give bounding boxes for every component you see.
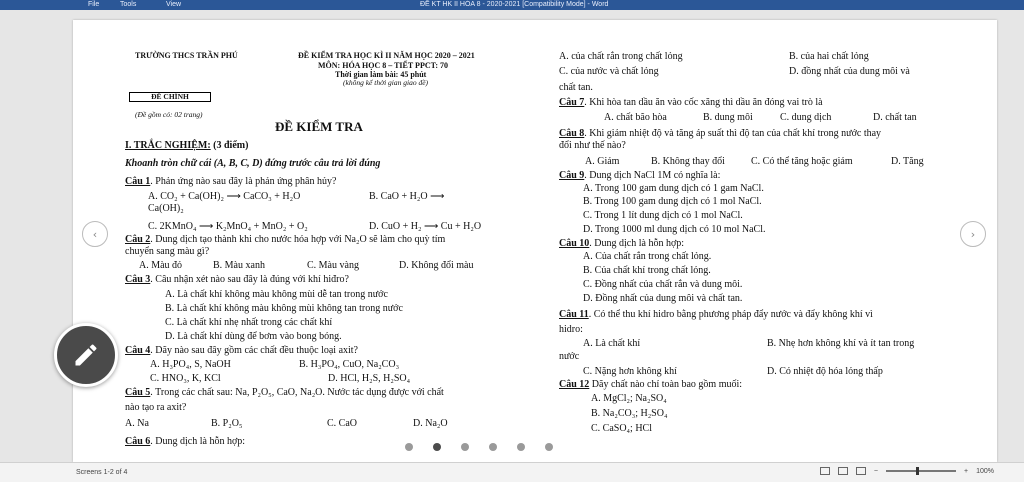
q5-option-a[interactable]: A. Na — [125, 418, 149, 429]
q3-label: Câu 3 — [125, 274, 151, 285]
exam-title: ĐỀ KIỂM TRA HỌC KÌ II NĂM HỌC 2020 – 2021 — [298, 51, 475, 60]
q5-text-cont: nào tạo ra axit? — [125, 402, 187, 413]
q2-label: Câu 2 — [125, 234, 151, 245]
page-indicator — [405, 443, 553, 451]
part1-instruction: Khoanh tròn chữ cái (A, B, C, D) đứng trước câu trả lời đúng — [125, 158, 381, 169]
q8-label: Câu 8 — [559, 128, 585, 139]
q12-option-b[interactable]: B. Na₂CO₃; H₂SO₄ — [591, 408, 668, 419]
chevron-left-icon: ‹ — [92, 227, 98, 241]
chevron-right-icon: › — [970, 227, 976, 241]
web-layout-icon[interactable] — [856, 467, 866, 475]
menu-file[interactable]: File — [88, 1, 100, 8]
q3-option-d[interactable]: D. Là chất khí dùng để bơm vào bong bóng. — [165, 331, 342, 342]
q3-text: . Câu nhận xét nào sau đây là đúng với khí hiđro? — [150, 274, 349, 285]
q9-option-d[interactable]: D. Trong 1000 ml dung dịch có 10 mol NaCl. — [583, 224, 766, 235]
main-title: ĐỀ KIỂM TRA — [275, 119, 363, 134]
q11-option-d[interactable]: D. Có nhiệt độ hóa lỏng thấp — [767, 366, 883, 377]
q1-label: Câu 1 — [125, 176, 151, 187]
q1-option-a[interactable]: A. CO₂ + Ca(OH)₂ ⟶ CaCO₃ + H₂O — [148, 191, 301, 202]
page-dot[interactable] — [405, 443, 413, 451]
q1-text: . Phản ứng nào sau đây là phản ứng phân hủy? — [150, 176, 337, 187]
zoom-thumb[interactable] — [916, 467, 919, 475]
q4-option-c[interactable]: C. HNO₃, K, KCl — [150, 373, 221, 384]
q8-option-d[interactable]: D. Tăng — [891, 156, 924, 167]
q8-option-a[interactable]: A. Giảm — [585, 156, 620, 167]
next-page-button[interactable] — [960, 221, 986, 247]
q9-label: Câu 9 — [559, 170, 585, 181]
q11-option-a[interactable]: A. Là chất khí — [583, 338, 641, 349]
q4-option-d[interactable]: D. HCl, H₂S, H₂SO₄ — [328, 373, 411, 384]
read-mode-icon[interactable] — [820, 467, 830, 475]
q10-option-b[interactable]: B. Của chất khí trong chất lỏng. — [583, 265, 711, 276]
page-dot[interactable] — [461, 443, 469, 451]
q5-option-c[interactable]: C. CaO — [327, 418, 357, 429]
q11-option-b-cont: nước — [559, 351, 580, 362]
page-dot[interactable] — [517, 443, 525, 451]
q11-text-cont: hidro: — [559, 324, 583, 335]
q2-text-cont: chuyển sang màu gì? — [125, 246, 210, 257]
title-bar — [0, 0, 1024, 10]
q1-option-c[interactable]: C. 2KMnO₄ ⟶ K₂MnO₄ + MnO₂ + O₂ — [148, 221, 308, 232]
q3-option-c[interactable]: C. Là chất khí nhẹ nhất trong các chất khí — [165, 317, 333, 328]
pencil-icon — [72, 341, 100, 369]
school-name: TRƯỜNG THCS TRẦN PHÚ — [135, 51, 238, 60]
q7-text: . Khi hòa tan dầu ăn vào cốc xăng thì dầu ăn đóng vai trò là — [584, 97, 823, 108]
q2-option-d[interactable]: D. Không đổi màu — [399, 260, 474, 271]
q5-text: . Trong các chất sau: Na, P₂O₅, CaO, Na₂O. Nước tác dụng được với chất — [150, 387, 444, 398]
q8-text-cont: đổi như thế nào? — [559, 140, 626, 151]
q6-option-c[interactable]: C. của nước và chất lỏng — [559, 66, 659, 77]
q6-text: . Dung dịch là hỗn hợp: — [150, 436, 246, 447]
q8-option-b[interactable]: B. Không thay đổi — [651, 156, 725, 167]
zoom-slider[interactable] — [886, 470, 956, 472]
window-title: ĐỀ KT HK II HÓA 8 - 2020-2021 [Compatibility Mode] - Word — [420, 1, 609, 8]
q6-option-d[interactable]: D. đồng nhất của dung môi và — [789, 66, 910, 77]
q11-label: Câu 11 — [559, 309, 589, 320]
q3-option-a[interactable]: A. Là chất khí không màu không mùi dễ tan trong nước — [165, 289, 388, 300]
q1-option-d[interactable]: D. CuO + H₂ ⟶ Cu + H₂O — [369, 221, 482, 232]
q9-option-a[interactable]: A. Trong 100 gam dung dịch có 1 gam NaCl. — [583, 183, 764, 194]
q6-option-d-cont: chất tan. — [559, 82, 593, 93]
part1-heading: I. TRẮC NGHIỆM: — [125, 140, 211, 151]
q5-label: Câu 5 — [125, 387, 151, 398]
q4-option-b[interactable]: B. H₃PO₄, CuO, Na₂CO₃ — [299, 359, 400, 370]
q6-option-a[interactable]: A. của chất rắn trong chất lỏng — [559, 51, 683, 62]
q4-text: . Dãy nào sau đây gồm các chất đều thuộc loại axit? — [150, 345, 358, 356]
zoom-out-icon[interactable]: − — [873, 467, 878, 475]
edit-button[interactable] — [54, 323, 118, 387]
q1-option-b[interactable]: B. CaO + H₂O ⟶ — [369, 191, 445, 202]
q4-option-a[interactable]: A. H₃PO₄, S, NaOH — [150, 359, 231, 370]
q1-option-b-cont: Ca(OH)₂ — [148, 203, 184, 214]
zoom-level: 100% — [976, 467, 994, 475]
exam-subject: MÔN: HÓA HỌC 8 – TIẾT PPCT: 70 — [318, 61, 449, 70]
q10-label: Câu 10 — [559, 238, 590, 249]
q9-text: . Dung dịch NaCl 1M có nghĩa là: — [584, 170, 721, 181]
print-layout-icon[interactable] — [838, 467, 848, 475]
q10-option-c[interactable]: C. Đồng nhất của chất rắn và dung môi. — [583, 279, 743, 290]
q2-option-c[interactable]: C. Màu vàng — [307, 260, 359, 271]
page-dot[interactable] — [489, 443, 497, 451]
screen-count: Screens 1-2 of 4 — [76, 469, 128, 476]
official-label: ĐỀ CHÍNH — [129, 92, 211, 102]
pages-note: (Đề gồm có: 02 trang) — [135, 110, 203, 119]
document-area — [0, 10, 1024, 462]
q12-label: Câu 12 — [559, 379, 590, 390]
q2-option-a[interactable]: A. Màu đỏ — [139, 260, 183, 271]
exam-time-note: (không kể thời gian giao đề) — [343, 78, 429, 87]
q2-text: . Dung dịch tạo thành khi cho nước hóa hợp với Na₂O sẽ làm cho quỳ tím — [150, 234, 446, 245]
q5-option-b[interactable]: B. P₂O₅ — [211, 418, 243, 429]
q11-text: . Có thể thu khí hidro bằng phương pháp đẩy nước và đẩy không khí vì — [588, 309, 873, 320]
q4-label: Câu 4 — [125, 345, 151, 356]
q7-option-d[interactable]: D. chất tan — [873, 112, 917, 123]
q11-option-c[interactable]: C. Nặng hơn không khí — [583, 366, 677, 377]
q6-option-b[interactable]: B. của hai chất lỏng — [789, 51, 869, 62]
menu-view[interactable]: View — [166, 1, 182, 8]
part1-points: (3 điểm) — [213, 140, 249, 151]
q8-text: . Khi giảm nhiệt độ và tăng áp suất thì độ tan của chất khí trong nước thay — [584, 128, 882, 139]
document-page — [73, 20, 997, 462]
q11-option-b[interactable]: B. Nhẹ hơn không khí và ít tan trong — [767, 338, 915, 349]
page-dot[interactable] — [545, 443, 553, 451]
page-dot[interactable] — [433, 443, 441, 451]
q5-option-d[interactable]: D. Na₂O — [413, 418, 448, 429]
q8-option-c[interactable]: C. Có thể tăng hoặc giảm — [751, 156, 853, 167]
zoom-in-icon[interactable]: + — [964, 467, 969, 475]
prev-page-button[interactable] — [82, 221, 108, 247]
q12-option-a[interactable]: A. MgCl₂; Na₂SO₄ — [591, 393, 667, 404]
q9-option-c[interactable]: C. Trong 1 lít dung dịch có 1 mol NaCl. — [583, 210, 743, 221]
exam-time: Thời gian làm bài: 45 phút — [335, 70, 427, 79]
q10-option-d[interactable]: D. Đồng nhất của dung môi và chất tan. — [583, 293, 743, 304]
q10-option-a[interactable]: A. Của chất rắn trong chất lỏng. — [583, 251, 712, 262]
q12-text: Dãy chất nào chỉ toàn bao gồm muối: — [589, 379, 743, 390]
q9-option-b[interactable]: B. Trong 100 gam dung dịch có 1 mol NaCl. — [583, 196, 762, 207]
q7-option-a[interactable]: A. chất bão hòa — [604, 112, 667, 123]
q2-option-b[interactable]: B. Màu xanh — [213, 260, 265, 271]
q7-option-b[interactable]: B. dung môi — [703, 112, 753, 123]
status-bar — [0, 462, 1024, 482]
q3-option-b[interactable]: B. Là chất khí không màu không mùi không tan trong nước — [165, 303, 403, 314]
q7-option-c[interactable]: C. dung dịch — [780, 112, 832, 123]
q6-label: Câu 6 — [125, 436, 151, 447]
q12-option-c[interactable]: C. CaSO₄; HCl — [591, 423, 652, 434]
q7-label: Câu 7 — [559, 97, 585, 108]
q10-text: . Dung dịch là hỗn hợp: — [589, 238, 685, 249]
menu-tools[interactable]: Tools — [120, 1, 137, 8]
